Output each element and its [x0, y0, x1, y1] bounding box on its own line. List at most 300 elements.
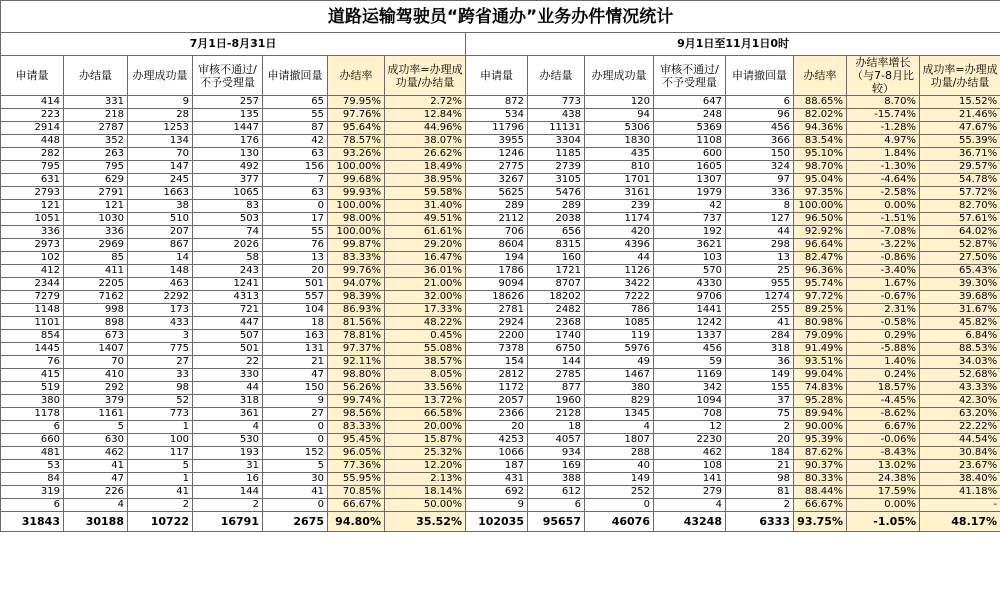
table-cell: 99.68% [328, 174, 385, 187]
table-cell: 78.81% [328, 330, 385, 343]
table-cell: 14 [128, 252, 193, 265]
table-cell: 94.36% [794, 122, 847, 135]
table-cell: 5 [263, 460, 328, 473]
table-cell: 284 [726, 330, 794, 343]
table-row [1, 213, 1000, 226]
table-cell: 721 [193, 304, 263, 317]
table-cell: 127 [726, 213, 794, 226]
table-cell: 8707 [528, 278, 585, 291]
table-row [1, 343, 1000, 356]
table-cell: 324 [726, 161, 794, 174]
table-cell: 88.65% [794, 96, 847, 109]
column-header: 审核不通过/不予受理量 [193, 56, 263, 96]
total-cell: 94.80% [328, 512, 385, 532]
table-cell: 38.40% [920, 473, 1000, 486]
table-cell: 4396 [585, 239, 654, 252]
table-cell: 4 [654, 499, 726, 512]
table-cell: 27 [128, 356, 193, 369]
table-cell: 192 [654, 226, 726, 239]
table-cell: 5369 [654, 122, 726, 135]
table-cell: 0 [585, 499, 654, 512]
table-cell: 0.29% [847, 330, 920, 343]
table-cell: 53 [1, 460, 64, 473]
table-cell: 98 [128, 382, 193, 395]
table-cell: 65.43% [920, 265, 1000, 278]
table-cell: 318 [726, 343, 794, 356]
table-cell: 795 [1, 161, 64, 174]
table-cell: 48.22% [385, 317, 466, 330]
table-cell: 119 [585, 330, 654, 343]
table-cell: 9 [128, 96, 193, 109]
table-cell: 934 [528, 447, 585, 460]
table-cell: 289 [528, 200, 585, 213]
table-cell: 656 [528, 226, 585, 239]
table-cell: 96.36% [794, 265, 847, 278]
table-cell: 17.59% [847, 486, 920, 499]
table-cell: 503 [193, 213, 263, 226]
table-cell: 43.33% [920, 382, 1000, 395]
total-cell: 93.75% [794, 512, 847, 532]
table-row [1, 473, 1000, 486]
table-cell: 775 [128, 343, 193, 356]
table-cell: 76 [1, 356, 64, 369]
table-cell: 29.20% [385, 239, 466, 252]
table-cell: 63.20% [920, 408, 1000, 421]
table-cell: 692 [466, 486, 528, 499]
table-cell: 66.67% [328, 499, 385, 512]
table-cell: 898 [64, 317, 128, 330]
table-cell: 245 [128, 174, 193, 187]
table-cell: 11796 [466, 122, 528, 135]
table-cell: 78.57% [328, 135, 385, 148]
table-cell: 4313 [193, 291, 263, 304]
table-cell: 298 [726, 239, 794, 252]
table-cell: 18 [528, 421, 585, 434]
table-cell: 150 [263, 382, 328, 395]
table-body [1, 96, 1000, 532]
table-cell: 44.96% [385, 122, 466, 135]
table-row [1, 122, 1000, 135]
table-cell: 1.40% [847, 356, 920, 369]
table-cell: 9706 [654, 291, 726, 304]
table-cell: 1786 [466, 265, 528, 278]
table-cell: 104 [263, 304, 328, 317]
table-cell: 8315 [528, 239, 585, 252]
table-row [1, 434, 1000, 447]
table-cell: 82.02% [794, 109, 847, 122]
table-cell: 8604 [466, 239, 528, 252]
table-cell: 154 [466, 356, 528, 369]
table-cell: 13 [726, 252, 794, 265]
table-cell: 2 [193, 499, 263, 512]
table-cell: 336 [726, 187, 794, 200]
table-cell: 144 [193, 486, 263, 499]
table-row [1, 356, 1000, 369]
table-cell: 239 [585, 200, 654, 213]
table-cell: 160 [528, 252, 585, 265]
table-cell: 95.10% [794, 148, 847, 161]
table-cell: 9 [466, 499, 528, 512]
table-cell: 2112 [466, 213, 528, 226]
table-cell: 1172 [466, 382, 528, 395]
table-cell: 134 [128, 135, 193, 148]
table-cell: 438 [528, 109, 585, 122]
total-cell: 35.52% [385, 512, 466, 532]
table-cell: 2366 [466, 408, 528, 421]
table-row [1, 135, 1000, 148]
table-cell: 85 [64, 252, 128, 265]
table-cell: 2812 [466, 369, 528, 382]
total-cell: 102035 [466, 512, 528, 532]
table-cell: 92.92% [794, 226, 847, 239]
table-cell: 87.62% [794, 447, 847, 460]
table-cell: -2.58% [847, 187, 920, 200]
table-cell: 47 [64, 473, 128, 486]
table-cell: -1.28% [847, 122, 920, 135]
table-cell: 31 [193, 460, 263, 473]
table-cell: 55.95% [328, 473, 385, 486]
table-cell: 1178 [1, 408, 64, 421]
table-cell: 673 [64, 330, 128, 343]
table-cell: 57.72% [920, 187, 1000, 200]
table-cell: 44 [585, 252, 654, 265]
table-cell: 1161 [64, 408, 128, 421]
table-cell: 27 [263, 408, 328, 421]
table-cell: 257 [193, 96, 263, 109]
table-row [1, 408, 1000, 421]
table-cell: 4.97% [847, 135, 920, 148]
table-cell: 1051 [1, 213, 64, 226]
table-cell: 84 [1, 473, 64, 486]
table-cell: 6750 [528, 343, 585, 356]
table-cell: 7 [263, 174, 328, 187]
table-cell: 411 [64, 265, 128, 278]
table-cell: 829 [585, 395, 654, 408]
table-cell: 75 [726, 408, 794, 421]
table-cell: 447 [193, 317, 263, 330]
table-cell: 82.70% [920, 200, 1000, 213]
table-cell: 415 [1, 369, 64, 382]
table-cell: 4253 [466, 434, 528, 447]
table-cell: 5 [128, 460, 193, 473]
table-cell: 194 [466, 252, 528, 265]
table-cell: 97.76% [328, 109, 385, 122]
table-cell: 117 [128, 447, 193, 460]
table-cell: 4057 [528, 434, 585, 447]
table-cell: 773 [528, 96, 585, 109]
table-cell: 49.51% [385, 213, 466, 226]
column-header: 成功率=办理成功量/办结量 [385, 56, 466, 96]
table-cell: 1085 [585, 317, 654, 330]
table-cell: 38.07% [385, 135, 466, 148]
table-cell: 147 [128, 161, 193, 174]
column-header: 申请撤回量 [263, 56, 328, 96]
table-cell: 0 [263, 434, 328, 447]
table-cell: 20.00% [385, 421, 466, 434]
table-cell: 102 [1, 252, 64, 265]
table-cell: 2230 [654, 434, 726, 447]
table-cell: 366 [726, 135, 794, 148]
table-row [1, 252, 1000, 265]
table-cell: 2914 [1, 122, 64, 135]
table-cell: -0.58% [847, 317, 920, 330]
table-cell: 3621 [654, 239, 726, 252]
table-cell: -1.30% [847, 161, 920, 174]
table-cell: 1445 [1, 343, 64, 356]
table-row [1, 200, 1000, 213]
table-cell: 1467 [585, 369, 654, 382]
table-cell: 130 [193, 148, 263, 161]
table-cell: 70.85% [328, 486, 385, 499]
table-cell: 5625 [466, 187, 528, 200]
table-cell: 1830 [585, 135, 654, 148]
table-cell: 82.47% [794, 252, 847, 265]
table-cell: 18626 [466, 291, 528, 304]
table-row [1, 96, 1000, 109]
table-cell: 13 [263, 252, 328, 265]
table-cell: 1807 [585, 434, 654, 447]
total-cell: 95657 [528, 512, 585, 532]
table-cell: 872 [466, 96, 528, 109]
table-cell: 255 [726, 304, 794, 317]
column-header: 办结率 [328, 56, 385, 96]
table-cell: 38.57% [385, 356, 466, 369]
table-cell: 773 [128, 408, 193, 421]
table-cell: 81.56% [328, 317, 385, 330]
table-row [1, 265, 1000, 278]
table-cell: 74 [193, 226, 263, 239]
table-cell: 361 [193, 408, 263, 421]
table-cell: 9 [263, 395, 328, 408]
table-cell: 12.84% [385, 109, 466, 122]
table-cell: 135 [193, 109, 263, 122]
table-cell: 388 [528, 473, 585, 486]
table-cell: 36.01% [385, 265, 466, 278]
table-cell: 1101 [1, 317, 64, 330]
table-cell: 79.95% [328, 96, 385, 109]
table-cell: 2969 [64, 239, 128, 252]
table-cell: 1307 [654, 174, 726, 187]
totals-row [1, 512, 1000, 532]
table-cell: 507 [193, 330, 263, 343]
table-cell: 38 [128, 200, 193, 213]
table-cell: 4330 [654, 278, 726, 291]
table-cell: 2200 [466, 330, 528, 343]
table-cell: 18.49% [385, 161, 466, 174]
table-cell: 63 [263, 148, 328, 161]
table-cell: 155 [726, 382, 794, 395]
table-cell: 1721 [528, 265, 585, 278]
table-cell: 2.72% [385, 96, 466, 109]
table-cell: 52.87% [920, 239, 1000, 252]
table-cell: 519 [1, 382, 64, 395]
column-header-row [1, 56, 1000, 96]
table-cell: 55 [263, 109, 328, 122]
table-cell: 70 [128, 148, 193, 161]
total-cell: 2675 [263, 512, 328, 532]
table-cell: 42.30% [920, 395, 1000, 408]
table-cell: 15.87% [385, 434, 466, 447]
table-cell: 42 [654, 200, 726, 213]
table-cell: 433 [128, 317, 193, 330]
table-cell: -0.86% [847, 252, 920, 265]
table-cell: 6 [1, 421, 64, 434]
table-cell: 501 [193, 343, 263, 356]
table-cell: 12 [654, 421, 726, 434]
total-cell: 43248 [654, 512, 726, 532]
table-cell: 2787 [64, 122, 128, 135]
table-cell: 64.02% [920, 226, 1000, 239]
table-row [1, 382, 1000, 395]
table-cell: 4 [193, 421, 263, 434]
table-title: 道路运输驾驶员“跨省通办”业务办件情况统计 [1, 1, 1000, 33]
table-row [1, 447, 1000, 460]
table-cell: 36.71% [920, 148, 1000, 161]
column-header: 办理成功量 [128, 56, 193, 96]
table-cell: 8 [726, 200, 794, 213]
table-cell: 481 [1, 447, 64, 460]
table-cell: 1441 [654, 304, 726, 317]
table-cell: 95.64% [328, 122, 385, 135]
table-cell: 44.54% [920, 434, 1000, 447]
table-cell: 131 [263, 343, 328, 356]
table-cell: 23.67% [920, 460, 1000, 473]
column-header: 办结率 [794, 56, 847, 96]
table-cell: 410 [64, 369, 128, 382]
table-cell: 336 [1, 226, 64, 239]
table-cell: 955 [726, 278, 794, 291]
table-cell: 34.03% [920, 356, 1000, 369]
table-cell: 89.25% [794, 304, 847, 317]
table-cell: 66.67% [794, 499, 847, 512]
table-cell: 435 [585, 148, 654, 161]
table-cell: 70 [64, 356, 128, 369]
table-cell: 21.46% [920, 109, 1000, 122]
table-cell: 52.68% [920, 369, 1000, 382]
table-cell: 83.33% [328, 252, 385, 265]
table-cell: 95.39% [794, 434, 847, 447]
table-cell: 2785 [528, 369, 585, 382]
table-cell: 3304 [528, 135, 585, 148]
column-header: 办理成功量 [585, 56, 654, 96]
table-cell: 44 [726, 226, 794, 239]
table-row [1, 109, 1000, 122]
total-cell: 46076 [585, 512, 654, 532]
table-cell: 74.83% [794, 382, 847, 395]
table-cell: 95.28% [794, 395, 847, 408]
table-cell: 41 [64, 460, 128, 473]
table-cell: - [920, 499, 1000, 512]
table-cell: 187 [466, 460, 528, 473]
table-cell: 96.05% [328, 447, 385, 460]
table-cell: 282 [1, 148, 64, 161]
table-cell: -8.62% [847, 408, 920, 421]
total-cell: 16791 [193, 512, 263, 532]
table-cell: 4 [585, 421, 654, 434]
table-cell: 2781 [466, 304, 528, 317]
table-cell: 88.53% [920, 343, 1000, 356]
table-cell: 156 [263, 161, 328, 174]
table-cell: 33.56% [385, 382, 466, 395]
table-cell: 169 [528, 460, 585, 473]
table-cell: 2038 [528, 213, 585, 226]
table-cell: 2 [726, 499, 794, 512]
table-cell: 3422 [585, 278, 654, 291]
table-cell: 30.84% [920, 447, 1000, 460]
table-cell: 331 [64, 96, 128, 109]
table-cell: 89.94% [794, 408, 847, 421]
table-cell: 1148 [1, 304, 64, 317]
table-cell: 13.02% [847, 460, 920, 473]
table-cell: 263 [64, 148, 128, 161]
table-cell: 7222 [585, 291, 654, 304]
table-cell: 7378 [466, 343, 528, 356]
table-cell: 1447 [193, 122, 263, 135]
table-cell: 1407 [64, 343, 128, 356]
table-cell: 20 [263, 265, 328, 278]
table-cell: 319 [1, 486, 64, 499]
table-cell: 59 [654, 356, 726, 369]
table-cell: 1663 [128, 187, 193, 200]
table-cell: 660 [1, 434, 64, 447]
table-cell: 1030 [64, 213, 128, 226]
table-cell: -3.22% [847, 239, 920, 252]
table-cell: 6.67% [847, 421, 920, 434]
table-cell: 1740 [528, 330, 585, 343]
table-cell: 66.58% [385, 408, 466, 421]
table-cell: 2739 [528, 161, 585, 174]
table-cell: 706 [466, 226, 528, 239]
table-cell: 7162 [64, 291, 128, 304]
table-cell: 42 [263, 135, 328, 148]
column-header: 办结量 [528, 56, 585, 96]
table-cell: 530 [193, 434, 263, 447]
table-cell: 95.45% [328, 434, 385, 447]
table-cell: 330 [193, 369, 263, 382]
table-cell: 279 [654, 486, 726, 499]
table-cell: 0 [263, 200, 328, 213]
table-cell: 81 [726, 486, 794, 499]
table-cell: 1065 [193, 187, 263, 200]
table-cell: 18202 [528, 291, 585, 304]
table-cell: 629 [64, 174, 128, 187]
table-cell: -3.40% [847, 265, 920, 278]
table-cell: -4.45% [847, 395, 920, 408]
table-cell: 2924 [466, 317, 528, 330]
table-cell: 3161 [585, 187, 654, 200]
total-cell: 48.17% [920, 512, 1000, 532]
table-cell: 100.00% [794, 200, 847, 213]
table-cell: 121 [1, 200, 64, 213]
column-header: 成功率=办理成功量/办结量 [920, 56, 1000, 96]
column-header: 审核不通过/不予受理量 [654, 56, 726, 96]
table-row [1, 304, 1000, 317]
table-cell: 41 [263, 486, 328, 499]
table-cell: 708 [654, 408, 726, 421]
table-cell: 1241 [193, 278, 263, 291]
table-cell: 37 [726, 395, 794, 408]
table-cell: 21 [726, 460, 794, 473]
table-cell: 141 [654, 473, 726, 486]
table-cell: 1126 [585, 265, 654, 278]
table-cell: 0 [263, 499, 328, 512]
table-cell: 223 [1, 109, 64, 122]
table-cell: 342 [654, 382, 726, 395]
table-cell: 600 [654, 148, 726, 161]
table-cell: 647 [654, 96, 726, 109]
table-cell: 998 [64, 304, 128, 317]
table-cell: 1246 [466, 148, 528, 161]
